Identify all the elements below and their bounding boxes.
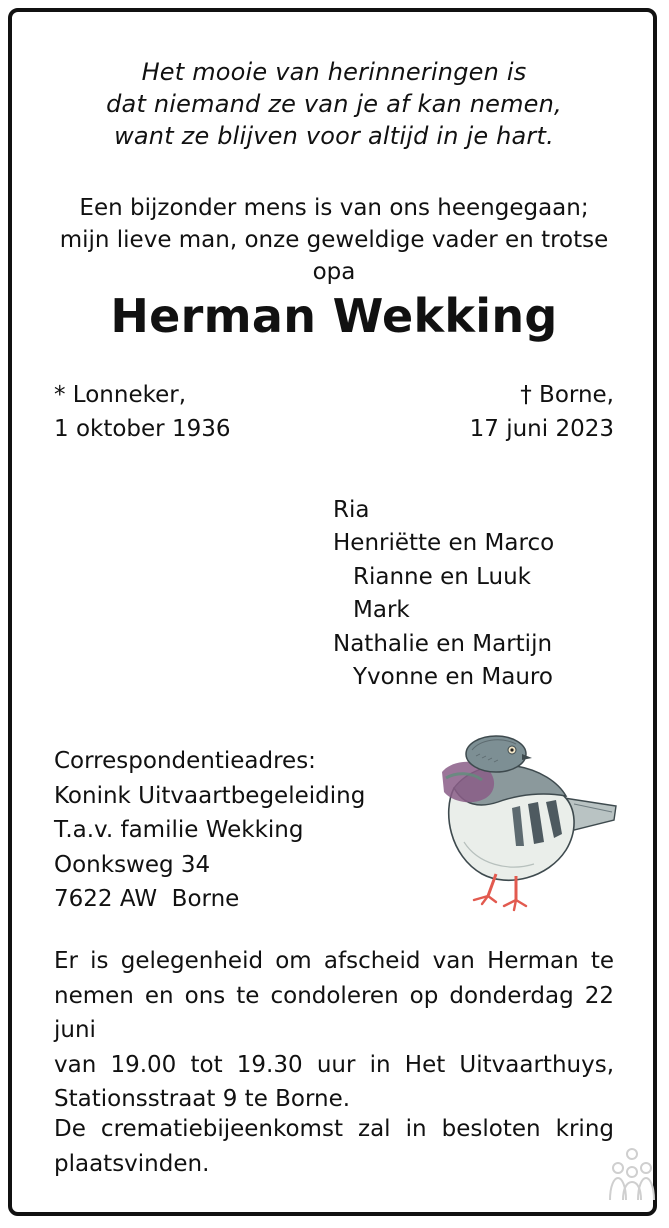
poem-line: want ze blijven voor altijd in je hart. <box>114 122 554 150</box>
notice-line: Stationsstraat 9 te Borne. <box>54 1086 351 1112</box>
family-member: Mark <box>353 597 410 624</box>
pigeon-illustration-icon <box>424 732 620 922</box>
family-member: Nathalie en Martijn <box>333 630 553 657</box>
correspondence-address <box>54 744 365 917</box>
notice-line: Er is gelegenheid om afscheid van Herman te <box>54 948 614 974</box>
address-line: Oonksweg 34 <box>54 851 211 878</box>
intro-line: Een bijzonder mens is van ons heengegaan; <box>79 195 589 221</box>
intro-text <box>48 192 620 288</box>
family-member: Rianne en Luuk <box>353 563 532 590</box>
poem <box>54 56 614 152</box>
family-member: Ria <box>333 497 370 523</box>
obituary-notice <box>54 0 614 1228</box>
family-member: Yvonne en Mauro <box>353 664 553 691</box>
birth-info <box>54 378 230 446</box>
address-line: T.a.v. familie Wekking <box>54 817 304 843</box>
death-info <box>470 378 614 446</box>
poem-line: Het mooie van herinneringen is <box>141 58 527 86</box>
family-list <box>333 494 554 694</box>
notice-line: van 19.00 tot 19.30 uur in Het Uitvaarthuys, <box>54 1051 614 1078</box>
birth-date: 1 oktober 1936 <box>54 416 231 442</box>
closing-line: plaatsvinden. <box>54 1150 210 1177</box>
deceased-name: Herman Wekking <box>110 289 558 343</box>
condolence-notice <box>54 944 614 1117</box>
intro-line: mijn lieve man, onze geweldige vader en trotse opa <box>59 227 609 285</box>
birth-place: * Lonneker, <box>54 382 187 408</box>
death-place: † Borne, <box>520 382 614 408</box>
death-date: 17 juni 2023 <box>469 416 614 442</box>
family-member: Henriëtte en Marco <box>333 530 555 557</box>
cremation-notice <box>54 1112 614 1181</box>
notice-line: nemen en ons te condoleren op donderdag 22 juni <box>54 982 614 1043</box>
poem-line: dat niemand ze van je af kan nemen, <box>106 90 562 118</box>
address-line: Konink Uitvaartbegeleiding <box>54 782 366 809</box>
address-heading: Correspondentieadres: <box>54 748 316 774</box>
closing-line: De crematiebijeenkomst zal in besloten kring <box>54 1116 614 1142</box>
address-line: 7622 AW Borne <box>54 886 240 912</box>
people-group-logo-icon <box>606 1146 658 1202</box>
